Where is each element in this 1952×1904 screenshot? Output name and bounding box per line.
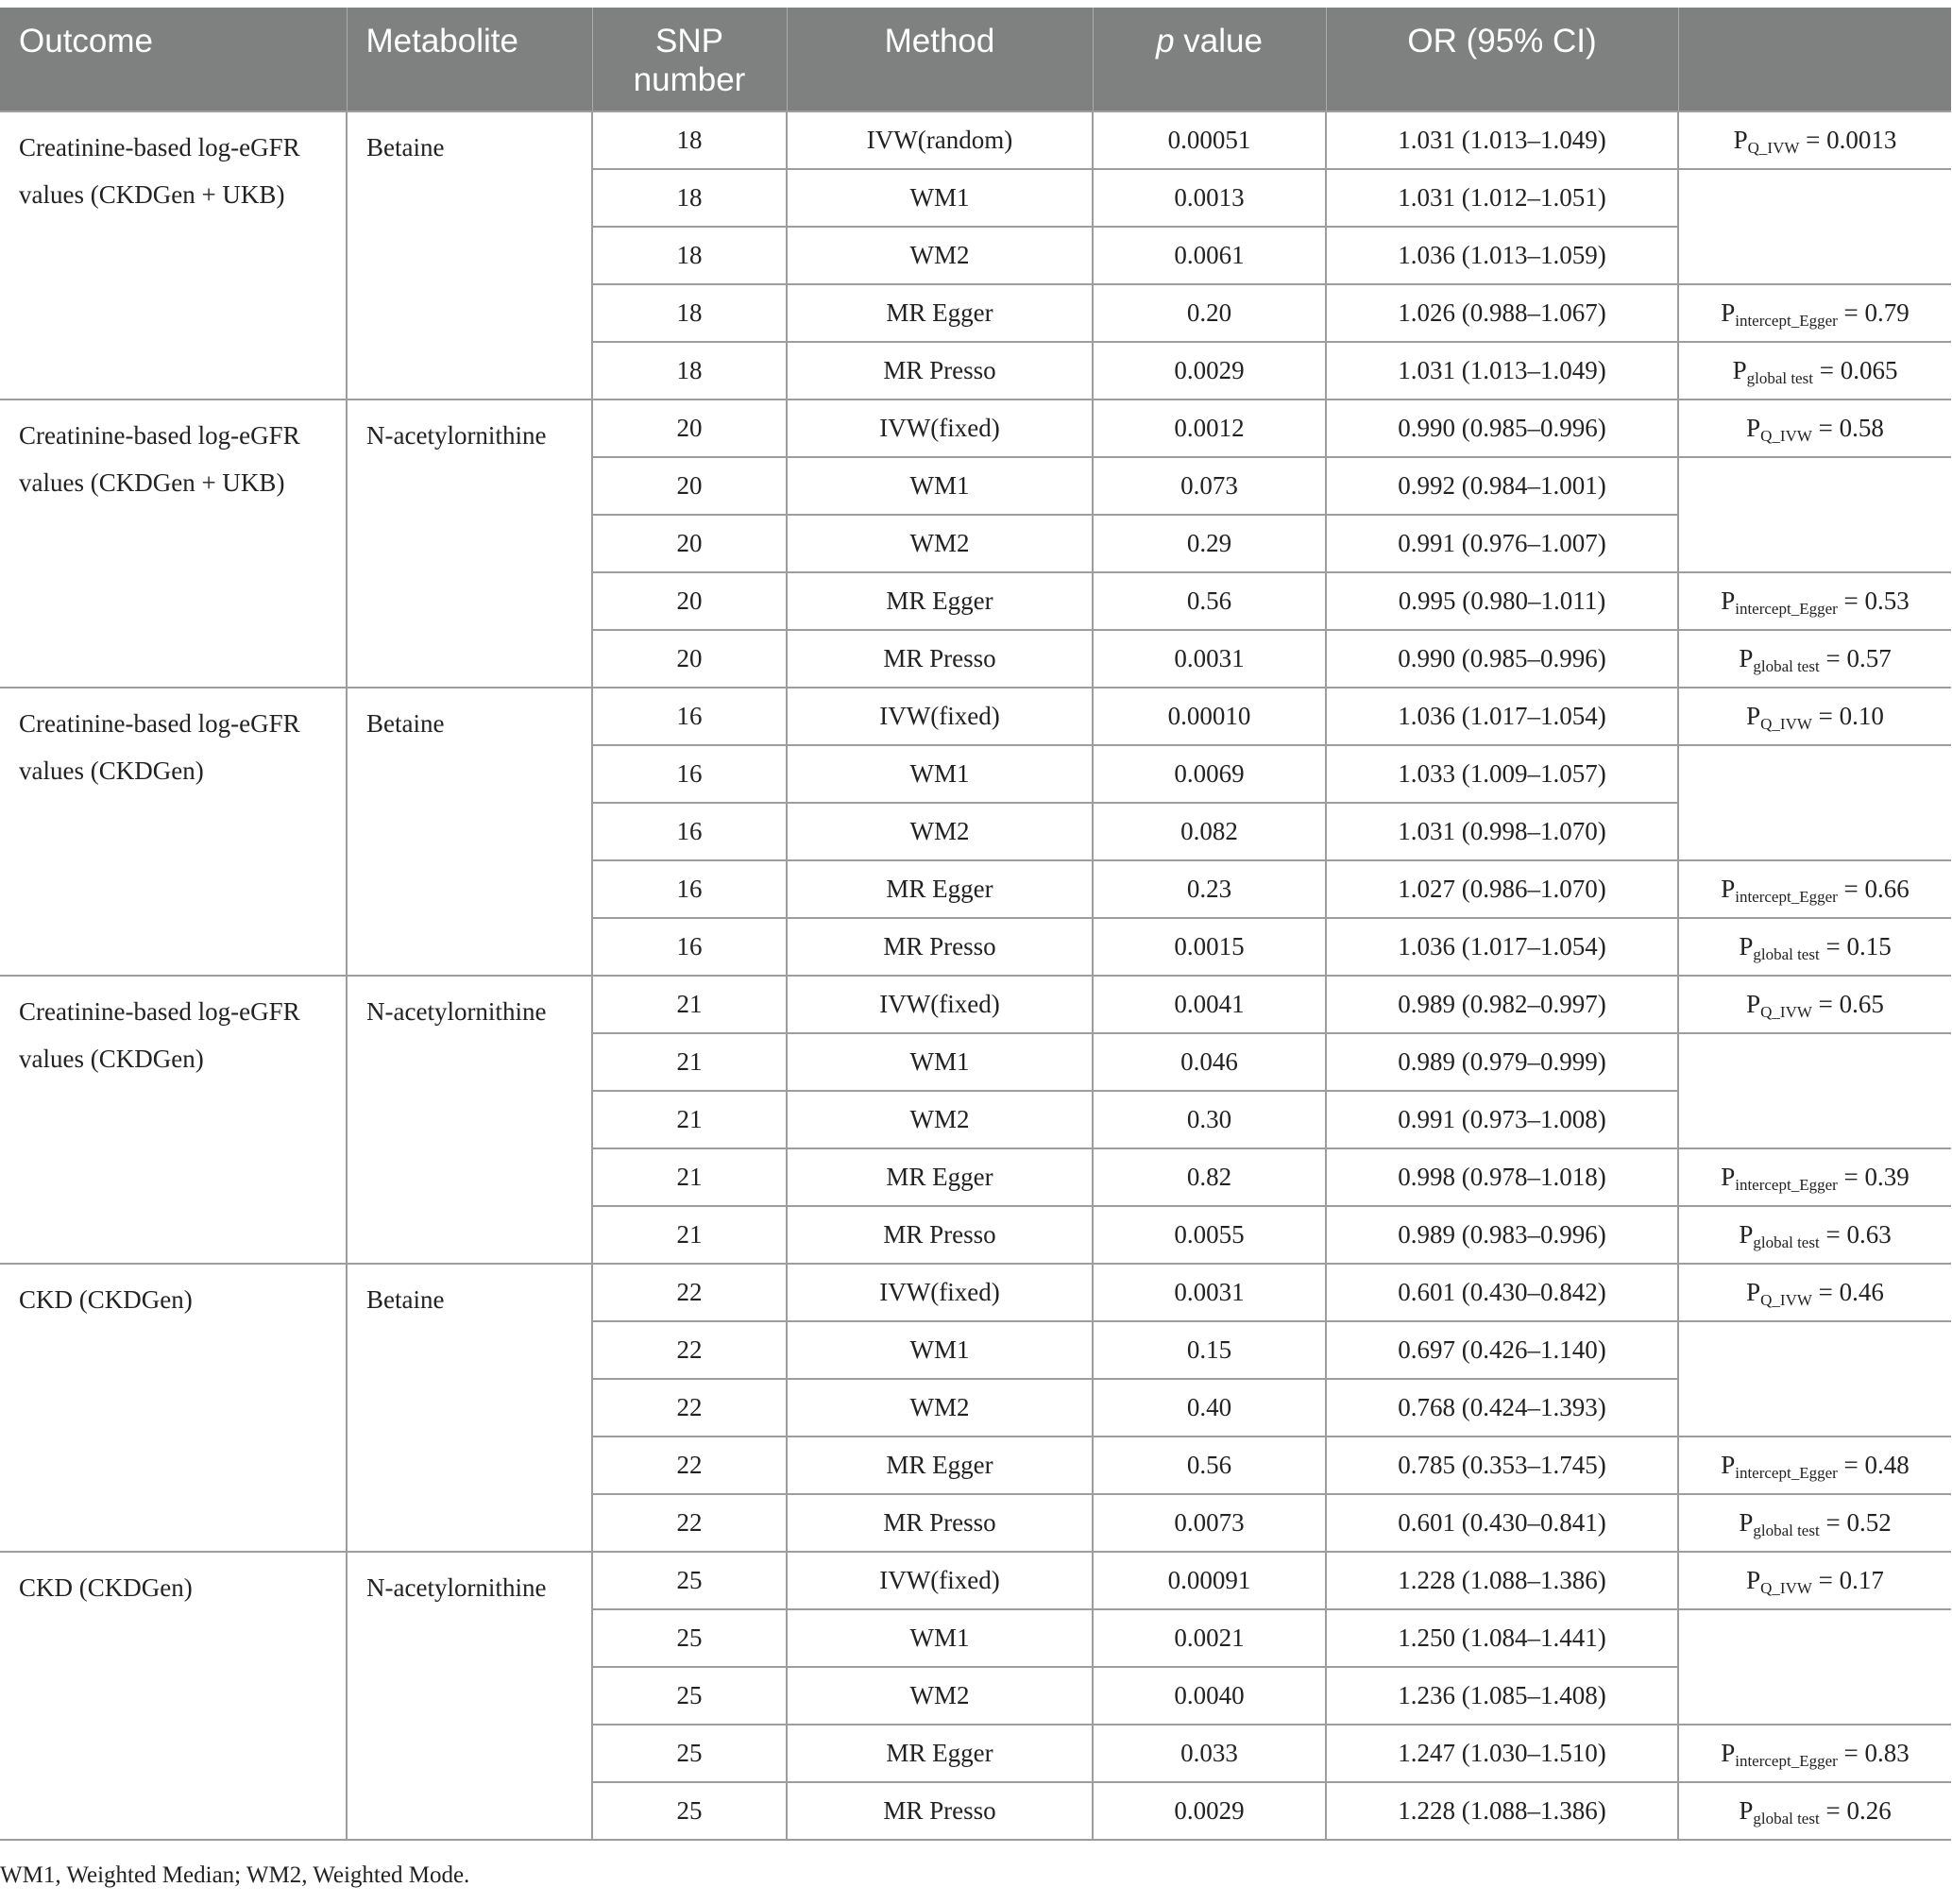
results-table	[0, 8, 1951, 1841]
het-equals: =	[1799, 126, 1827, 154]
empty-het-cell	[1678, 1321, 1951, 1436]
method-cell: MR Egger	[787, 284, 1093, 342]
snp-number-cell: 20	[592, 572, 787, 630]
het-equals: =	[1811, 702, 1840, 730]
method-cell: IVW(fixed)	[787, 1264, 1093, 1321]
method-cell: WM1	[787, 1321, 1093, 1379]
header-or-ci: OR (95% CI)	[1326, 8, 1678, 111]
or-ci-cell: 1.026 (0.988–1.067)	[1326, 284, 1678, 342]
p-value-cell: 0.033	[1093, 1725, 1326, 1782]
method-cell: WM2	[787, 1091, 1093, 1148]
header-snp-number	[592, 8, 787, 111]
het-value: 0.0013	[1826, 126, 1897, 154]
snp-number-cell: 21	[592, 1206, 787, 1264]
global-test-cell	[1678, 1782, 1951, 1840]
method-cell: WM1	[787, 457, 1093, 515]
snp-number-cell: 25	[592, 1725, 787, 1782]
q-ivw-cell	[1678, 1552, 1951, 1609]
het-subscript: intercept_Egger	[1735, 1176, 1838, 1194]
het-equals: =	[1811, 990, 1840, 1018]
het-subscript: global test	[1753, 657, 1820, 675]
het-value: 0.065	[1840, 356, 1898, 384]
q-ivw-cell	[1678, 688, 1951, 745]
het-value: 0.58	[1839, 414, 1884, 442]
or-ci-cell: 0.768 (0.424–1.393)	[1326, 1379, 1678, 1436]
het-equals: =	[1819, 644, 1847, 672]
het-p-symbol: P	[1721, 1451, 1736, 1479]
het-equals: =	[1837, 1739, 1865, 1767]
global-test-cell	[1678, 342, 1951, 400]
method-cell: WM1	[787, 169, 1093, 227]
method-cell: MR Presso	[787, 342, 1093, 400]
het-subscript: Q_IVW	[1760, 1003, 1812, 1021]
header-p-value	[1093, 8, 1326, 111]
or-ci-cell: 1.033 (1.009–1.057)	[1326, 745, 1678, 803]
or-ci-cell: 1.031 (1.012–1.051)	[1326, 169, 1678, 227]
snp-number-cell: 25	[592, 1667, 787, 1725]
metabolite-cell: N-acetylornithine	[347, 976, 592, 1264]
p-value-cell: 0.0021	[1093, 1609, 1326, 1667]
method-cell: WM2	[787, 1667, 1093, 1725]
snp-number-cell: 22	[592, 1379, 787, 1436]
het-subscript: global test	[1753, 1522, 1820, 1539]
p-value-cell: 0.0012	[1093, 400, 1326, 457]
snp-number-cell: 16	[592, 745, 787, 803]
snp-number-cell: 18	[592, 111, 787, 169]
het-p-symbol: P	[1739, 932, 1754, 960]
empty-het-cell	[1678, 169, 1951, 284]
method-cell: WM1	[787, 745, 1093, 803]
or-ci-cell: 1.250 (1.084–1.441)	[1326, 1609, 1678, 1667]
het-value: 0.26	[1846, 1796, 1892, 1825]
header-snp-line1: SNP	[655, 23, 723, 60]
q-ivw-cell	[1678, 400, 1951, 457]
header-metabolite: Metabolite	[347, 8, 592, 111]
snp-number-cell: 21	[592, 1091, 787, 1148]
snp-number-cell: 20	[592, 630, 787, 688]
outcome-cell: CKD (CKDGen)	[0, 1552, 347, 1840]
method-cell: MR Presso	[787, 1782, 1093, 1840]
het-equals: =	[1837, 1163, 1865, 1191]
empty-het-cell	[1678, 745, 1951, 860]
empty-het-cell	[1678, 457, 1951, 572]
intercept-egger-cell	[1678, 572, 1951, 630]
p-value-cell: 0.40	[1093, 1379, 1326, 1436]
or-ci-cell: 1.036 (1.017–1.054)	[1326, 688, 1678, 745]
outcome-cell: CKD (CKDGen)	[0, 1264, 347, 1552]
snp-number-cell: 20	[592, 515, 787, 572]
method-cell: MR Presso	[787, 630, 1093, 688]
het-subscript: intercept_Egger	[1735, 1752, 1838, 1770]
het-value: 0.79	[1864, 298, 1910, 327]
method-cell: MR Egger	[787, 1436, 1093, 1494]
het-p-symbol: P	[1721, 1739, 1736, 1767]
or-ci-cell: 0.601 (0.430–0.842)	[1326, 1264, 1678, 1321]
het-p-symbol: P	[1746, 1566, 1761, 1594]
p-value-cell: 0.0029	[1093, 1782, 1326, 1840]
snp-number-cell: 21	[592, 976, 787, 1033]
p-value-cell: 0.0041	[1093, 976, 1326, 1033]
header-method: Method	[787, 8, 1093, 111]
p-value-cell: 0.00051	[1093, 111, 1326, 169]
or-ci-cell: 1.031 (1.013–1.049)	[1326, 342, 1678, 400]
intercept-egger-cell	[1678, 284, 1951, 342]
het-value: 0.63	[1846, 1220, 1892, 1249]
p-value-cell: 0.56	[1093, 1436, 1326, 1494]
outcome-cell: Creatinine-based log-eGFR values (CKDGen)	[0, 976, 347, 1264]
het-p-symbol: P	[1721, 875, 1736, 903]
empty-het-cell	[1678, 1609, 1951, 1725]
het-subscript: global test	[1753, 1810, 1820, 1828]
p-value-cell: 0.30	[1093, 1091, 1326, 1148]
het-p-symbol: P	[1739, 1508, 1754, 1537]
metabolite-cell: Betaine	[347, 111, 592, 400]
or-ci-cell: 0.601 (0.430–0.841)	[1326, 1494, 1678, 1552]
het-p-symbol: P	[1746, 414, 1761, 442]
het-value: 0.83	[1864, 1739, 1910, 1767]
or-ci-cell: 1.247 (1.030–1.510)	[1326, 1725, 1678, 1782]
het-subscript: global test	[1753, 945, 1820, 963]
method-cell: IVW(random)	[787, 111, 1093, 169]
method-cell: WM1	[787, 1033, 1093, 1091]
het-subscript: Q_IVW	[1760, 427, 1812, 445]
het-equals: =	[1837, 1451, 1865, 1479]
header-p-rest: value	[1174, 23, 1263, 60]
intercept-egger-cell	[1678, 1148, 1951, 1206]
or-ci-cell: 1.228 (1.088–1.386)	[1326, 1552, 1678, 1609]
het-p-symbol: P	[1721, 1163, 1736, 1191]
het-value: 0.66	[1864, 875, 1910, 903]
het-value: 0.46	[1839, 1278, 1884, 1306]
or-ci-cell: 0.989 (0.983–0.996)	[1326, 1206, 1678, 1264]
het-p-symbol: P	[1746, 990, 1761, 1018]
p-value-cell: 0.00091	[1093, 1552, 1326, 1609]
het-value: 0.17	[1839, 1566, 1884, 1594]
metabolite-cell: N-acetylornithine	[347, 400, 592, 688]
het-subscript: Q_IVW	[1747, 139, 1800, 157]
outcome-cell: Creatinine-based log-eGFR values (CKDGen + UKB)	[0, 400, 347, 688]
table-row	[0, 1552, 1951, 1609]
het-equals: =	[1819, 1508, 1847, 1537]
intercept-egger-cell	[1678, 860, 1951, 918]
het-value: 0.65	[1839, 990, 1884, 1018]
snp-number-cell: 20	[592, 400, 787, 457]
p-value-cell: 0.0073	[1093, 1494, 1326, 1552]
or-ci-cell: 1.036 (1.013–1.059)	[1326, 227, 1678, 284]
p-value-cell: 0.073	[1093, 457, 1326, 515]
q-ivw-cell	[1678, 1264, 1951, 1321]
p-value-cell: 0.0069	[1093, 745, 1326, 803]
p-value-cell: 0.0040	[1093, 1667, 1326, 1725]
method-cell: IVW(fixed)	[787, 1552, 1093, 1609]
intercept-egger-cell	[1678, 1725, 1951, 1782]
p-value-cell: 0.0061	[1093, 227, 1326, 284]
method-cell: MR Presso	[787, 918, 1093, 976]
method-cell: IVW(fixed)	[787, 688, 1093, 745]
het-equals: =	[1837, 298, 1865, 327]
empty-het-cell	[1678, 1033, 1951, 1148]
p-value-cell: 0.56	[1093, 572, 1326, 630]
or-ci-cell: 1.036 (1.017–1.054)	[1326, 918, 1678, 976]
or-ci-cell: 0.990 (0.985–0.996)	[1326, 400, 1678, 457]
p-value-cell: 0.082	[1093, 803, 1326, 860]
metabolite-cell: Betaine	[347, 688, 592, 976]
q-ivw-cell	[1678, 976, 1951, 1033]
or-ci-cell: 0.989 (0.982–0.997)	[1326, 976, 1678, 1033]
table-row	[0, 1264, 1951, 1321]
method-cell: WM2	[787, 803, 1093, 860]
het-equals: =	[1812, 356, 1841, 384]
het-value: 0.57	[1846, 644, 1892, 672]
het-subscript: global test	[1753, 1233, 1820, 1251]
het-equals: =	[1819, 1796, 1847, 1825]
header-row	[0, 8, 1951, 111]
table-row	[0, 688, 1951, 745]
p-value-cell: 0.20	[1093, 284, 1326, 342]
snp-number-cell: 21	[592, 1148, 787, 1206]
het-subscript: Q_IVW	[1760, 1291, 1812, 1309]
global-test-cell	[1678, 630, 1951, 688]
or-ci-cell: 0.991 (0.976–1.007)	[1326, 515, 1678, 572]
het-value: 0.53	[1864, 586, 1910, 615]
het-p-symbol: P	[1739, 1220, 1754, 1249]
snp-number-cell: 18	[592, 284, 787, 342]
metabolite-cell: N-acetylornithine	[347, 1552, 592, 1840]
method-cell: MR Egger	[787, 1148, 1093, 1206]
or-ci-cell: 0.991 (0.973–1.008)	[1326, 1091, 1678, 1148]
snp-number-cell: 16	[592, 918, 787, 976]
snp-number-cell: 22	[592, 1436, 787, 1494]
table-row	[0, 111, 1951, 169]
p-value-cell: 0.0029	[1093, 342, 1326, 400]
het-value: 0.48	[1864, 1451, 1910, 1479]
snp-number-cell: 16	[592, 688, 787, 745]
global-test-cell	[1678, 918, 1951, 976]
snp-number-cell: 18	[592, 169, 787, 227]
het-equals: =	[1811, 1566, 1840, 1594]
p-value-cell: 0.0013	[1093, 169, 1326, 227]
or-ci-cell: 1.031 (1.013–1.049)	[1326, 111, 1678, 169]
table-footnote: WM1, Weighted Median; WM2, Weighted Mode.	[0, 1862, 470, 1888]
het-value: 0.52	[1846, 1508, 1892, 1537]
p-value-cell: 0.0015	[1093, 918, 1326, 976]
snp-number-cell: 21	[592, 1033, 787, 1091]
het-subscript: intercept_Egger	[1735, 888, 1838, 906]
outcome-cell: Creatinine-based log-eGFR values (CKDGen)	[0, 688, 347, 976]
method-cell: MR Presso	[787, 1494, 1093, 1552]
het-equals: =	[1811, 414, 1840, 442]
global-test-cell	[1678, 1494, 1951, 1552]
snp-number-cell: 22	[592, 1494, 787, 1552]
het-subscript: Q_IVW	[1760, 1579, 1812, 1597]
snp-number-cell: 18	[592, 227, 787, 284]
method-cell: MR Egger	[787, 860, 1093, 918]
method-cell: WM2	[787, 1379, 1093, 1436]
p-value-cell: 0.0055	[1093, 1206, 1326, 1264]
method-cell: IVW(fixed)	[787, 400, 1093, 457]
method-cell: MR Presso	[787, 1206, 1093, 1264]
or-ci-cell: 0.995 (0.980–1.011)	[1326, 572, 1678, 630]
or-ci-cell: 0.992 (0.984–1.001)	[1326, 457, 1678, 515]
or-ci-cell: 1.027 (0.986–1.070)	[1326, 860, 1678, 918]
het-p-symbol: P	[1746, 702, 1761, 730]
het-p-symbol: P	[1746, 1278, 1761, 1306]
het-p-symbol: P	[1721, 298, 1736, 327]
p-value-cell: 0.0031	[1093, 630, 1326, 688]
het-subscript: global test	[1746, 369, 1813, 387]
header-p-italic: p	[1156, 23, 1175, 60]
het-p-symbol: P	[1739, 1796, 1754, 1825]
het-equals: =	[1837, 875, 1865, 903]
method-cell: WM1	[787, 1609, 1093, 1667]
method-cell: MR Egger	[787, 572, 1093, 630]
het-p-symbol: P	[1739, 644, 1754, 672]
q-ivw-cell	[1678, 111, 1951, 169]
het-equals: =	[1837, 586, 1865, 615]
p-value-cell: 0.15	[1093, 1321, 1326, 1379]
header-heterogeneity	[1678, 8, 1951, 111]
or-ci-cell: 0.990 (0.985–0.996)	[1326, 630, 1678, 688]
snp-number-cell: 16	[592, 860, 787, 918]
snp-number-cell: 25	[592, 1782, 787, 1840]
p-value-cell: 0.23	[1093, 860, 1326, 918]
global-test-cell	[1678, 1206, 1951, 1264]
p-value-cell: 0.046	[1093, 1033, 1326, 1091]
metabolite-cell: Betaine	[347, 1264, 592, 1552]
het-subscript: intercept_Egger	[1735, 312, 1838, 330]
method-cell: MR Egger	[787, 1725, 1093, 1782]
method-cell: WM2	[787, 515, 1093, 572]
snp-number-cell: 22	[592, 1321, 787, 1379]
het-equals: =	[1811, 1278, 1840, 1306]
outcome-cell: Creatinine-based log-eGFR values (CKDGen + UKB)	[0, 111, 347, 400]
table-row	[0, 400, 1951, 457]
het-p-symbol: P	[1733, 126, 1748, 154]
or-ci-cell: 0.989 (0.979–0.999)	[1326, 1033, 1678, 1091]
or-ci-cell: 0.785 (0.353–1.745)	[1326, 1436, 1678, 1494]
or-ci-cell: 1.228 (1.088–1.386)	[1326, 1782, 1678, 1840]
or-ci-cell: 1.031 (0.998–1.070)	[1326, 803, 1678, 860]
snp-number-cell: 25	[592, 1552, 787, 1609]
snp-number-cell: 20	[592, 457, 787, 515]
snp-number-cell: 18	[592, 342, 787, 400]
snp-number-cell: 16	[592, 803, 787, 860]
p-value-cell: 0.82	[1093, 1148, 1326, 1206]
header-outcome: Outcome	[0, 8, 347, 111]
p-value-cell: 0.0031	[1093, 1264, 1326, 1321]
or-ci-cell: 1.236 (1.085–1.408)	[1326, 1667, 1678, 1725]
snp-number-cell: 25	[592, 1609, 787, 1667]
or-ci-cell: 0.697 (0.426–1.140)	[1326, 1321, 1678, 1379]
het-value: 0.39	[1864, 1163, 1910, 1191]
table-body	[0, 111, 1951, 1840]
snp-number-cell: 22	[592, 1264, 787, 1321]
p-value-cell: 0.00010	[1093, 688, 1326, 745]
intercept-egger-cell	[1678, 1436, 1951, 1494]
header-snp-line2: number	[633, 61, 746, 98]
or-ci-cell: 0.998 (0.978–1.018)	[1326, 1148, 1678, 1206]
method-cell: WM2	[787, 227, 1093, 284]
het-subscript: intercept_Egger	[1735, 1464, 1838, 1482]
het-p-symbol: P	[1732, 356, 1747, 384]
het-value: 0.15	[1846, 932, 1892, 960]
het-equals: =	[1819, 932, 1847, 960]
method-cell: IVW(fixed)	[787, 976, 1093, 1033]
table-row	[0, 976, 1951, 1033]
het-subscript: Q_IVW	[1760, 715, 1812, 733]
het-value: 0.10	[1839, 702, 1884, 730]
het-subscript: intercept_Egger	[1735, 600, 1838, 618]
het-p-symbol: P	[1721, 586, 1736, 615]
p-value-cell: 0.29	[1093, 515, 1326, 572]
het-equals: =	[1819, 1220, 1847, 1249]
